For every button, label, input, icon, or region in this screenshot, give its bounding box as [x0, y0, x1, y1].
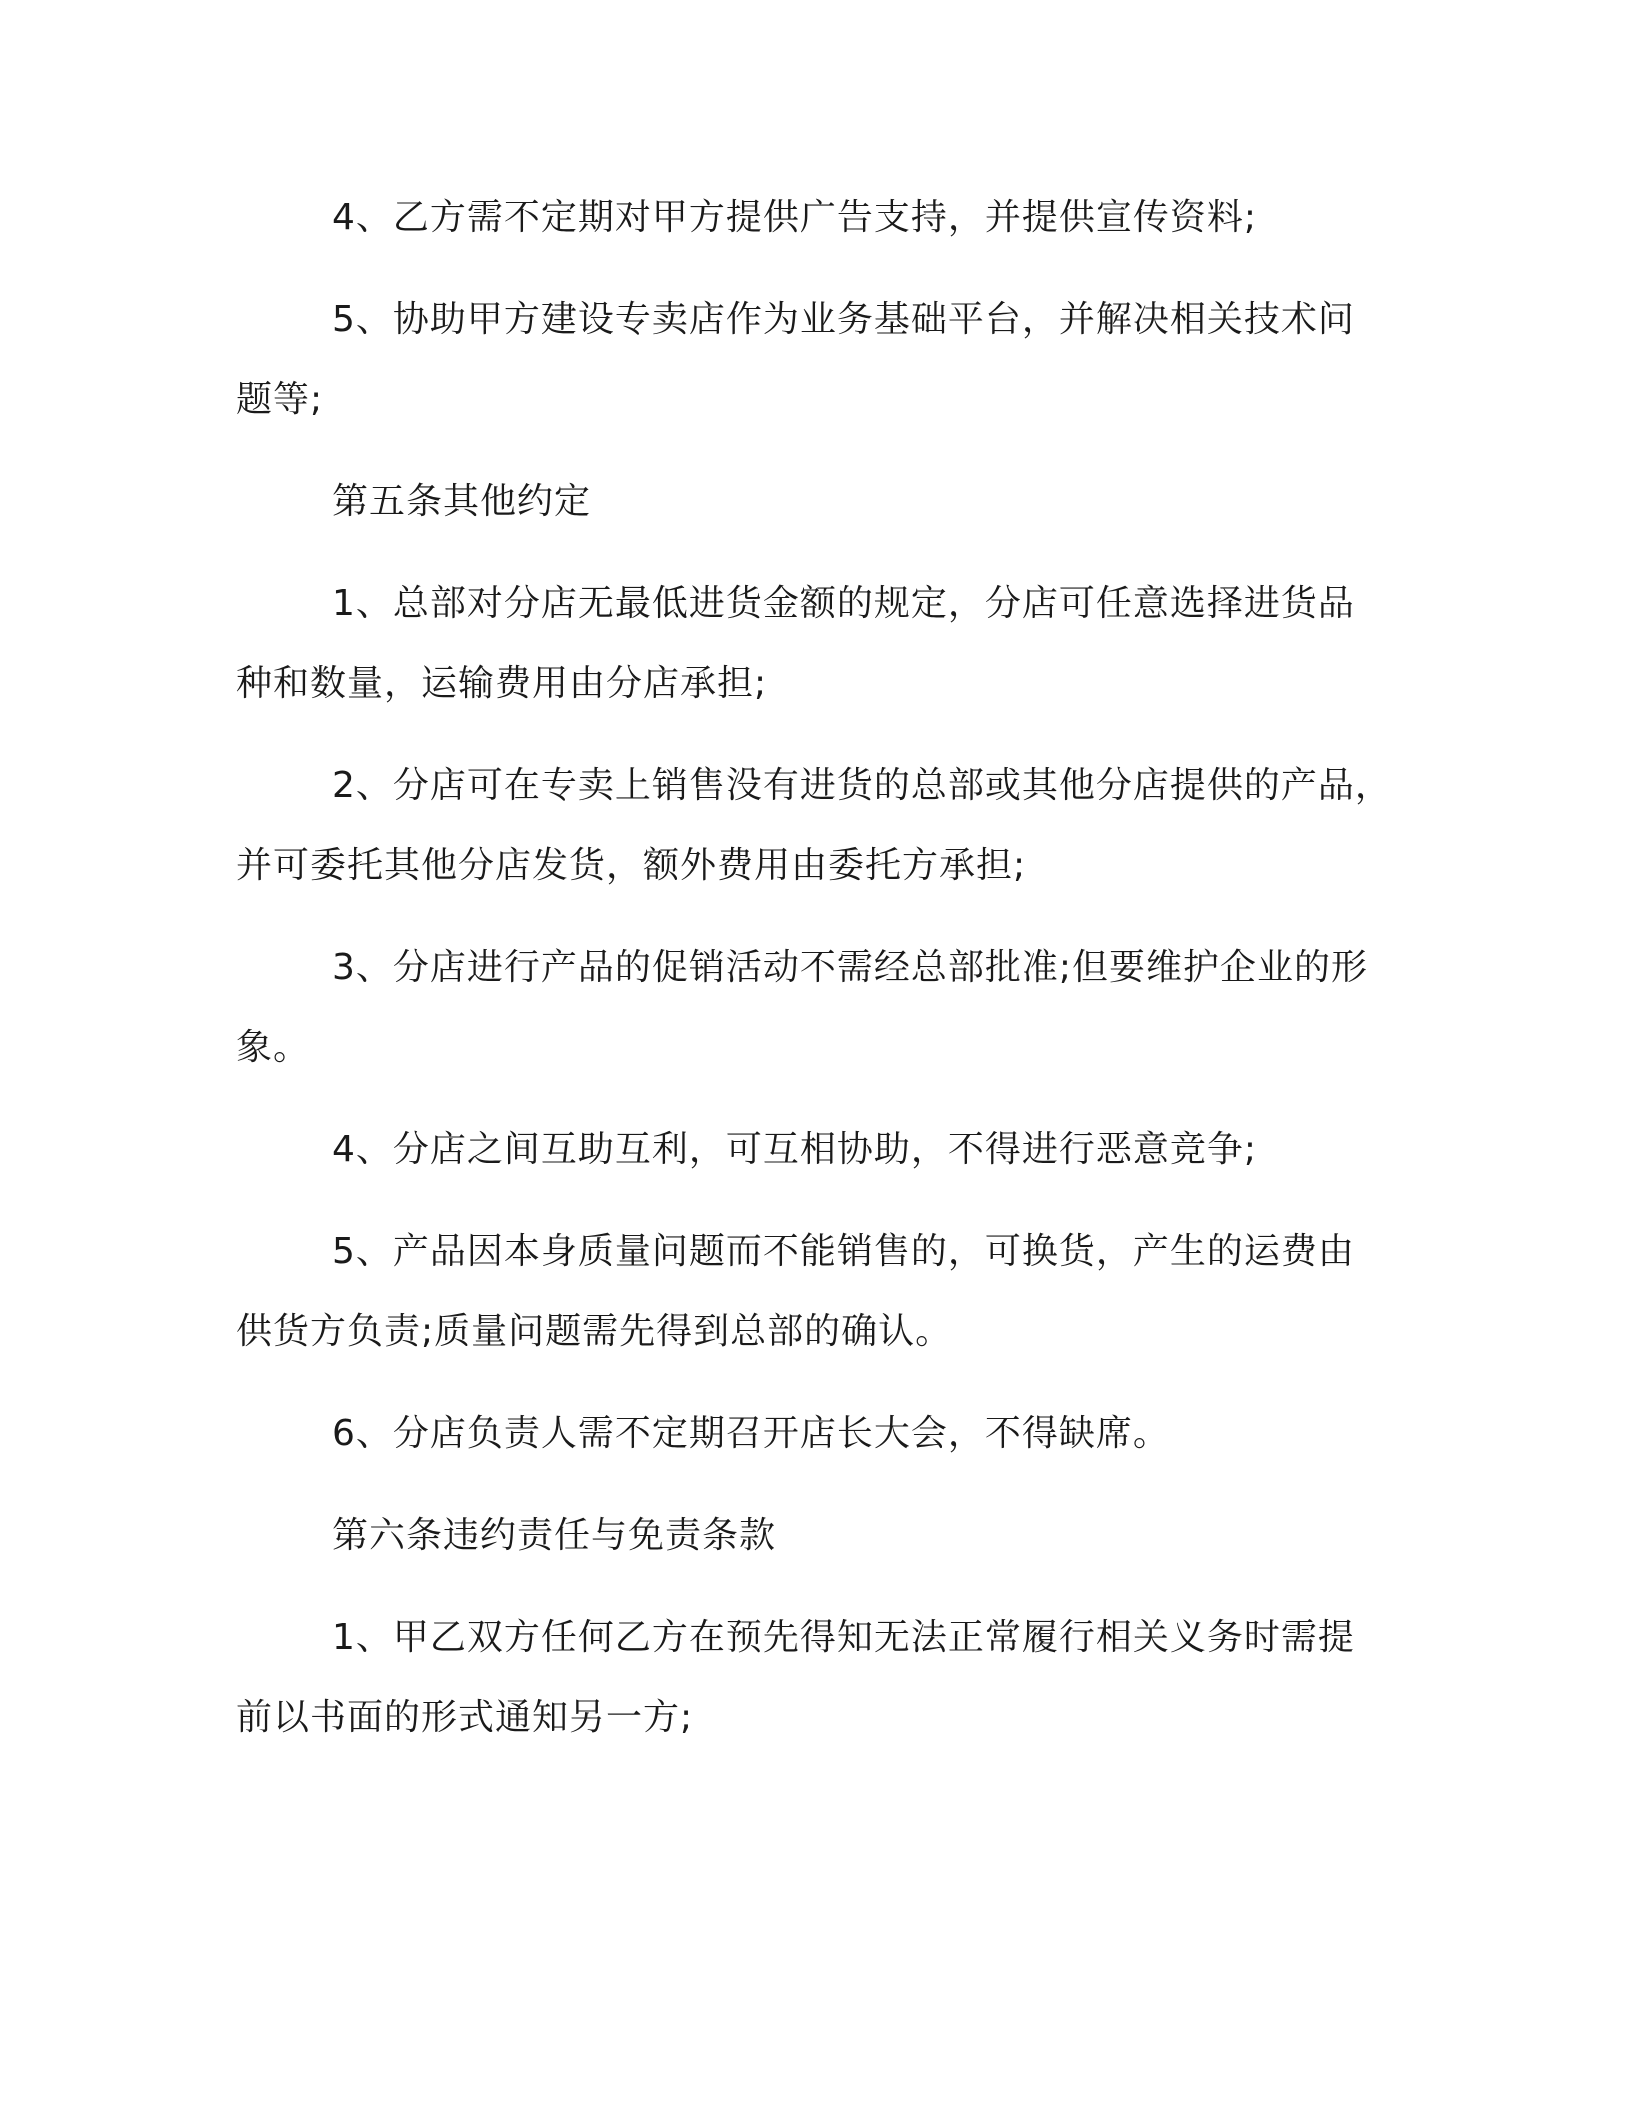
paragraph-line: 5、产品因本身质量问题而不能销售的，可换货，产生的运费由 — [332, 1231, 1355, 1272]
paragraph-line: 题等; — [236, 379, 324, 420]
paragraph-line: 供货方负责;质量问题需先得到总部的确认。 — [236, 1311, 953, 1352]
paragraph-line: 1、总部对分店无最低进货金额的规定，分店可任意选择进货品 — [332, 583, 1355, 624]
paragraph-line: 1、甲乙双方任何乙方在预先得知无法正常履行相关义务时需提 — [332, 1617, 1355, 1658]
paragraph-line: 第六条违约责任与免责条款 — [332, 1515, 777, 1556]
paragraph-line: 4、乙方需不定期对甲方提供广告支持，并提供宣传资料; — [332, 197, 1258, 238]
paragraph-line: 并可委托其他分店发货，额外费用由委托方承担; — [236, 845, 1027, 886]
paragraph-item-3-promotion — [236, 928, 1386, 1088]
paragraph-line: 5、协助甲方建设专卖店作为业务基础平台，并解决相关技术问 — [332, 299, 1355, 340]
paragraph-line: 第五条其他约定 — [332, 481, 592, 522]
paragraph-item-5-quality-issues — [236, 1212, 1386, 1372]
paragraph-line: 前以书面的形式通知另一方; — [236, 1697, 694, 1738]
paragraph-line: 2、分店可在专卖上销售没有进货的总部或其他分店提供的产品， — [332, 765, 1392, 806]
section-heading-article-6 — [236, 1496, 1386, 1576]
paragraph-item-4-mutual-aid — [236, 1110, 1386, 1190]
paragraph-item-2-sell-products — [236, 746, 1392, 906]
paragraph-item-1-written-notice — [236, 1598, 1386, 1758]
section-heading-article-5 — [236, 462, 1386, 542]
paragraph-item-1-min-purchase — [236, 564, 1386, 724]
paragraph-line: 种和数量，运输费用由分店承担; — [236, 663, 768, 704]
paragraph-line: 象。 — [236, 1027, 311, 1068]
paragraph-line: 4、分店之间互助互利，可互相协助，不得进行恶意竞争; — [332, 1129, 1258, 1170]
paragraph-item-4-ad-support — [236, 178, 1386, 258]
paragraph-line: 3、分店进行产品的促销活动不需经总部批准;但要维护企业的形 — [332, 947, 1369, 988]
paragraph-item-6-manager-meeting — [236, 1394, 1386, 1474]
paragraph-line: 6、分店负责人需不定期召开店长大会，不得缺席。 — [332, 1413, 1170, 1454]
paragraph-item-5-store-platform — [236, 280, 1386, 440]
